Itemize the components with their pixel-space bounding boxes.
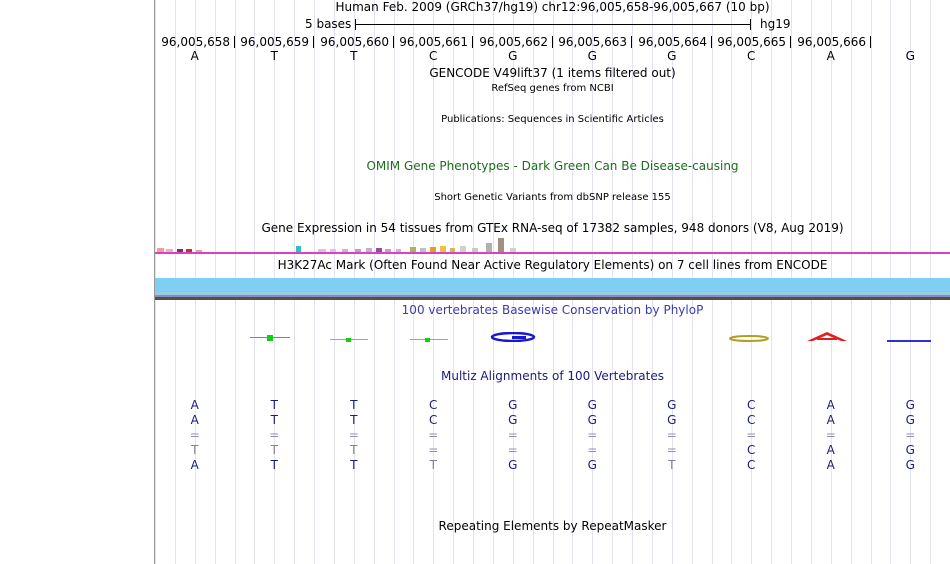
dbsnp-track-title[interactable]: Short Genetic Variants from dbSNP release 155: [434, 192, 671, 203]
alignment-base-mouse: =: [825, 428, 836, 442]
alignment-base-elephant: T: [270, 458, 278, 472]
alignment-base-elephant: T: [350, 458, 358, 472]
alignment-base-mouse: =: [746, 428, 757, 442]
coord-label: 96,005,659: [240, 35, 309, 49]
coord-label: 96,005,660: [320, 35, 389, 49]
gtex-bar: [486, 243, 492, 252]
base-letter: G: [905, 49, 915, 63]
coord-label: 96,005,666: [797, 35, 866, 49]
refseq-track-title[interactable]: RefSeq genes from NCBI: [491, 83, 614, 94]
window-position-text: Human Feb. 2009 (GRCh37/hg19) chr12:96,005,658-96,005,667 (10 bp): [335, 0, 770, 14]
track-label-column: [0, 0, 154, 564]
coord-label: 96,005,658: [161, 35, 230, 49]
coord-tick: [313, 36, 314, 48]
alignment-base-dog: T: [270, 443, 278, 457]
alignment-base-rhesus: C: [747, 413, 756, 427]
alignment-base-elephant: A: [190, 458, 199, 472]
omim-track-title[interactable]: OMIM Gene Phenotypes - Dark Green Can Be Disease-causing: [366, 159, 739, 173]
coord-label: 96,005,663: [558, 35, 627, 49]
alignment-base-dog: A: [826, 443, 835, 457]
alignment-base-rhesus: C: [429, 413, 438, 427]
base-letter: C: [747, 49, 756, 63]
alignment-base-dog: =: [428, 443, 439, 457]
coord-tick: [711, 36, 712, 48]
coord-label: 96,005,664: [638, 35, 707, 49]
publications-track-title[interactable]: Publications: Sequences in Scientific Articles: [441, 114, 664, 125]
alignment-base-elephant: G: [587, 458, 597, 472]
alignment-base-dog: =: [666, 443, 677, 457]
alignment-base-rhesus: G: [905, 413, 915, 427]
alignment-base-human: C: [429, 398, 438, 412]
alignment-base-rhesus: A: [826, 413, 835, 427]
base-letter: G: [667, 49, 677, 63]
alignment-base-elephant: G: [905, 458, 915, 472]
coord-label: 96,005,662: [479, 35, 548, 49]
multiz-track-title[interactable]: Multiz Alignments of 100 Vertebrates: [440, 369, 665, 383]
alignment-base-mouse: =: [507, 428, 518, 442]
alignment-base-elephant: G: [508, 458, 518, 472]
phylop-logo-c: [728, 335, 770, 342]
gtex-bar: [498, 238, 504, 252]
phylop-logo-a: [805, 331, 849, 342]
repeatmasker-track-title[interactable]: Repeating Elements by RepeatMasker: [438, 519, 667, 533]
base-letter: G: [587, 49, 597, 63]
alignment-base-mouse: =: [348, 428, 359, 442]
alignment-base-human: A: [190, 398, 199, 412]
phylop-logo-g: [490, 332, 536, 342]
gtex-track-title[interactable]: Gene Expression in 54 tissues from GTEx RNA-seq of 17382 samples, 948 donors (V8, Aug 2019): [261, 221, 844, 235]
alignment-base-rhesus: G: [508, 413, 518, 427]
h3k27-signal-layer: [155, 297, 950, 300]
alignment-base-human: A: [826, 398, 835, 412]
alignment-base-mouse: =: [189, 428, 200, 442]
phylop-mark: [425, 338, 430, 342]
scale-bar-right-tick: [750, 19, 751, 30]
base-letter: C: [429, 49, 438, 63]
coord-tick: [631, 36, 632, 48]
coord-tick: [790, 36, 791, 48]
h3k27-track-title[interactable]: H3K27Ac Mark (Often Found Near Active Regulatory Elements) on 7 cell lines from ENCODE: [277, 258, 828, 272]
phylop-logo-g2: [887, 340, 931, 342]
alignment-base-mouse: =: [905, 428, 916, 442]
alignment-base-dog: T: [350, 443, 358, 457]
assembly-label: hg19: [760, 17, 791, 31]
alignment-base-human: G: [587, 398, 597, 412]
scale-bases-text: 5 bases: [305, 17, 352, 31]
coord-tick: [393, 36, 394, 48]
coord-tick: [234, 36, 235, 48]
alignment-base-rhesus: A: [190, 413, 199, 427]
base-letter: G: [508, 49, 518, 63]
alignment-base-dog: C: [747, 443, 756, 457]
alignment-base-mouse: =: [666, 428, 677, 442]
coord-tick: [472, 36, 473, 48]
alignment-base-human: C: [747, 398, 756, 412]
alignment-base-elephant: A: [826, 458, 835, 472]
h3k27-signal-fill: [155, 278, 950, 292]
alignment-base-rhesus: G: [587, 413, 597, 427]
alignment-base-human: G: [508, 398, 518, 412]
alignment-base-human: T: [270, 398, 278, 412]
alignment-base-mouse: =: [269, 428, 280, 442]
alignment-base-dog: G: [905, 443, 915, 457]
alignment-base-human: G: [905, 398, 915, 412]
alignment-base-dog: T: [191, 443, 199, 457]
coord-tick: [870, 36, 871, 48]
base-letter: T: [350, 49, 358, 63]
coord-label: 96,005,665: [717, 35, 786, 49]
coord-tick: [552, 36, 553, 48]
alignment-base-elephant: T: [429, 458, 437, 472]
phylop-mark: [267, 335, 273, 341]
alignment-base-human: G: [667, 398, 677, 412]
alignment-base-rhesus: G: [667, 413, 677, 427]
scale-bar-line: [355, 24, 750, 25]
alignment-base-dog: =: [587, 443, 598, 457]
alignment-base-elephant: C: [747, 458, 756, 472]
alignment-base-rhesus: T: [270, 413, 278, 427]
alignment-base-mouse: =: [428, 428, 439, 442]
coord-label: 96,005,661: [399, 35, 468, 49]
alignment-base-elephant: T: [668, 458, 676, 472]
gencode-track-title[interactable]: GENCODE V49lift37 (1 items filtered out): [429, 66, 676, 80]
alignment-base-mouse: =: [587, 428, 598, 442]
base-letter: T: [270, 49, 278, 63]
base-letter: A: [190, 49, 199, 63]
gtex-baseline: [155, 252, 950, 254]
alignment-base-dog: =: [507, 443, 518, 457]
scale-bar-left-tick: [355, 19, 356, 30]
phylop-track-title[interactable]: 100 vertebrates Basewise Conservation by PhyloP: [401, 303, 704, 317]
phylop-mark: [346, 338, 351, 342]
base-letter: A: [826, 49, 835, 63]
alignment-base-human: T: [350, 398, 358, 412]
alignment-base-rhesus: T: [350, 413, 358, 427]
